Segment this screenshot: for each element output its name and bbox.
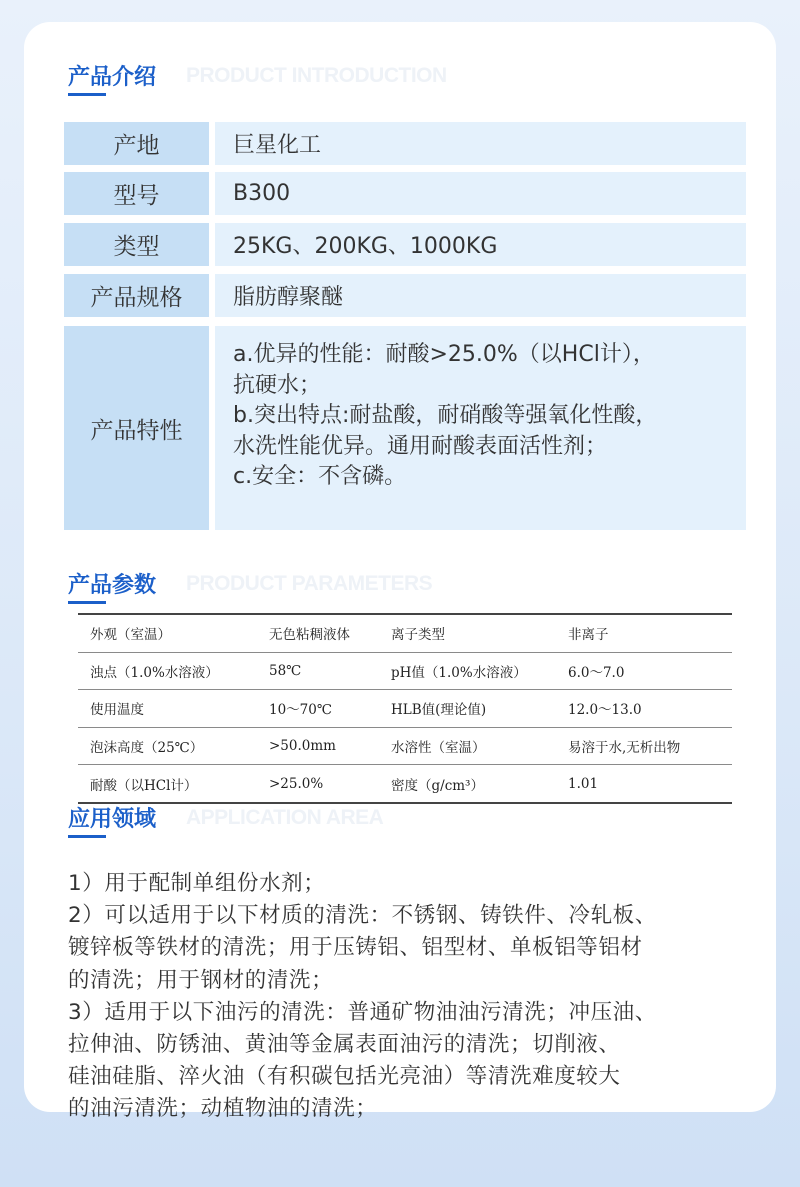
param-value: 10～70℃ (257, 690, 379, 728)
intro-row-spec (64, 274, 746, 317)
table-row (78, 765, 732, 803)
param-value: 非离子 (556, 614, 732, 652)
feature-line: b.突出特点:耐盐酸，耐硝酸等强氧化性酸， (233, 403, 658, 428)
section-header-intro (68, 60, 447, 91)
features-text (215, 326, 746, 530)
intro-value: B300 (215, 172, 746, 215)
feature-line: c.安全：不含磷。 (233, 464, 407, 489)
param-value: 58℃ (257, 652, 379, 690)
application-line: 拉伸油、防锈油、黄油等金属表面油污的清洗；切削液、 (68, 1032, 621, 1058)
application-line: 的油污清洗；动植物油的清洗； (68, 1096, 378, 1122)
application-line: 硅油硅脂、淬火油（有积碳包括光亮油）等清洗难度较大 (68, 1064, 621, 1090)
feature-line: 抗硬水； (233, 372, 322, 398)
application-line: 2）可以适用于以下材质的清洗：不锈钢、铸铁件、冷轧板、 (68, 903, 657, 929)
table-row (78, 614, 732, 652)
section-subtitle-en: PRODUCT INTRODUCTION (186, 64, 447, 87)
param-value: >25.0% (257, 765, 379, 803)
param-name: 耐酸（以HCl计） (78, 765, 257, 803)
application-text (68, 868, 768, 1126)
section-header-params (68, 568, 433, 599)
param-name: 浊点（1.0%水溶液） (78, 652, 257, 690)
section-subtitle-en: PRODUCT PARAMETERS (186, 572, 433, 595)
section-underline (68, 601, 106, 604)
intro-row-model (64, 172, 746, 215)
param-name: 外观（室温） (78, 614, 257, 652)
intro-label: 型号 (64, 172, 209, 215)
intro-row-type (64, 223, 746, 266)
param-value: 无色粘稠液体 (257, 614, 379, 652)
param-name: HLB值(理论值) (379, 690, 556, 728)
intro-label: 产地 (64, 122, 209, 165)
intro-row-features (64, 326, 746, 530)
param-name: 泡沫高度（25℃） (78, 727, 257, 765)
section-title: 产品参数 (68, 573, 157, 598)
param-name: 使用温度 (78, 690, 257, 728)
table-row (78, 690, 732, 728)
intro-label: 产品特性 (64, 326, 209, 530)
intro-label: 产品规格 (64, 274, 209, 317)
section-title: 应用领域 (68, 807, 157, 832)
application-line: 的清洗；用于钢材的清洗； (68, 967, 334, 993)
param-name: 水溶性（室温） (379, 727, 556, 765)
param-value: 1.01 (556, 765, 732, 803)
param-name: 离子类型 (379, 614, 556, 652)
params-table (78, 613, 732, 804)
table-row (78, 727, 732, 765)
intro-value: 脂肪醇聚醚 (215, 274, 746, 317)
section-header-application (68, 802, 384, 833)
param-value: 6.0～7.0 (556, 652, 732, 690)
param-name: pH值（1.0%水溶液） (379, 652, 556, 690)
table-row (78, 652, 732, 690)
section-subtitle-en: APPLICATION AREA (186, 806, 384, 829)
param-value: 12.0～13.0 (556, 690, 732, 728)
intro-row-origin (64, 122, 746, 165)
feature-line: a.优异的性能：耐酸>25.0%（以HCl计）， (233, 342, 655, 367)
section-underline (68, 835, 106, 838)
param-value: >50.0mm (257, 727, 379, 765)
param-value: 易溶于水,无析出物 (556, 727, 732, 765)
section-underline (68, 93, 106, 96)
intro-label: 类型 (64, 223, 209, 266)
intro-value: 25KG、200KG、1000KG (215, 223, 746, 266)
intro-value: 巨星化工 (215, 122, 746, 165)
application-line: 1）用于配制单组份水剂； (68, 871, 326, 896)
param-name: 密度（g/cm³） (379, 765, 556, 803)
section-title: 产品介绍 (68, 65, 157, 90)
application-line: 镀锌板等铁材的清洗；用于压铸铝、铝型材、单板铝等铝材 (68, 935, 643, 961)
application-line: 3）适用于以下油污的清洗：普通矿物油油污清洗；冲压油、 (68, 999, 657, 1025)
feature-line: 水洗性能优异。通用耐酸表面活性剂； (233, 433, 608, 459)
